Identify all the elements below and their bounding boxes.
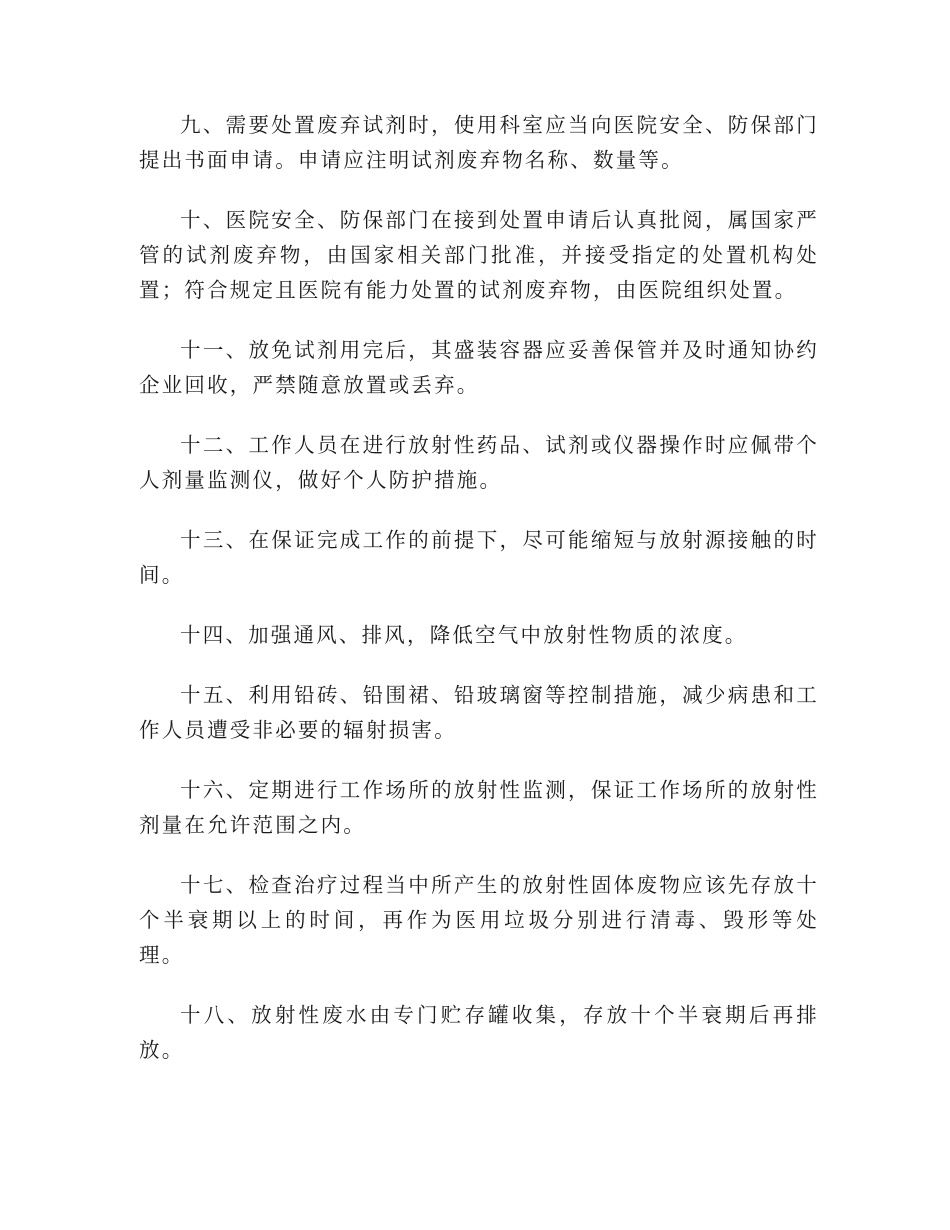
paragraph-11: 十一、放免试剂用完后，其盛装容器应妥善保管并及时通知协约企业回收，严禁随意放置或丢弃。 <box>139 338 819 397</box>
paragraph-16: 十六、定期进行工作场所的放射性监测，保证工作场所的放射性剂量在允许范围之内。 <box>139 778 819 837</box>
paragraph-10: 十、医院安全、防保部门在接到处置申请后认真批阅，属国家严管的试剂废弃物，由国家相关部门批准，并接受指定的处置机构处置；符合规定且医院有能力处置的试剂废弃物，由医院组织处置。 <box>139 208 819 302</box>
paragraph-17: 十七、检查治疗过程当中所产生的放射性固体废物应该先存放十个半衰期以上的时间，再作为医用垃圾分别进行清毒、毁形等处理。 <box>139 873 819 967</box>
paragraph-15: 十五、利用铅砖、铅围裙、铅玻璃窗等控制措施，减少病患和工作人员遭受非必要的辐射损害。 <box>139 683 819 742</box>
paragraph-13: 十三、在保证完成工作的前提下，尽可能缩短与放射源接触的时间。 <box>139 528 819 587</box>
paragraph-9: 九、需要处置废弃试剂时，使用科室应当向医院安全、防保部门提出书面申请。申请应注明试剂废弃物名称、数量等。 <box>139 113 819 172</box>
document-body <box>139 108 819 1093</box>
paragraph-18: 十八、放射性废水由专门贮存罐收集，存放十个半衰期后再排放。 <box>139 1003 819 1062</box>
paragraph-14: 十四、加强通风、排风，降低空气中放射性物质的浓度。 <box>180 623 748 647</box>
paragraph-12: 十二、工作人员在进行放射性药品、试剂或仪器操作时应佩带个人剂量监测仪，做好个人防护措施。 <box>139 433 819 492</box>
